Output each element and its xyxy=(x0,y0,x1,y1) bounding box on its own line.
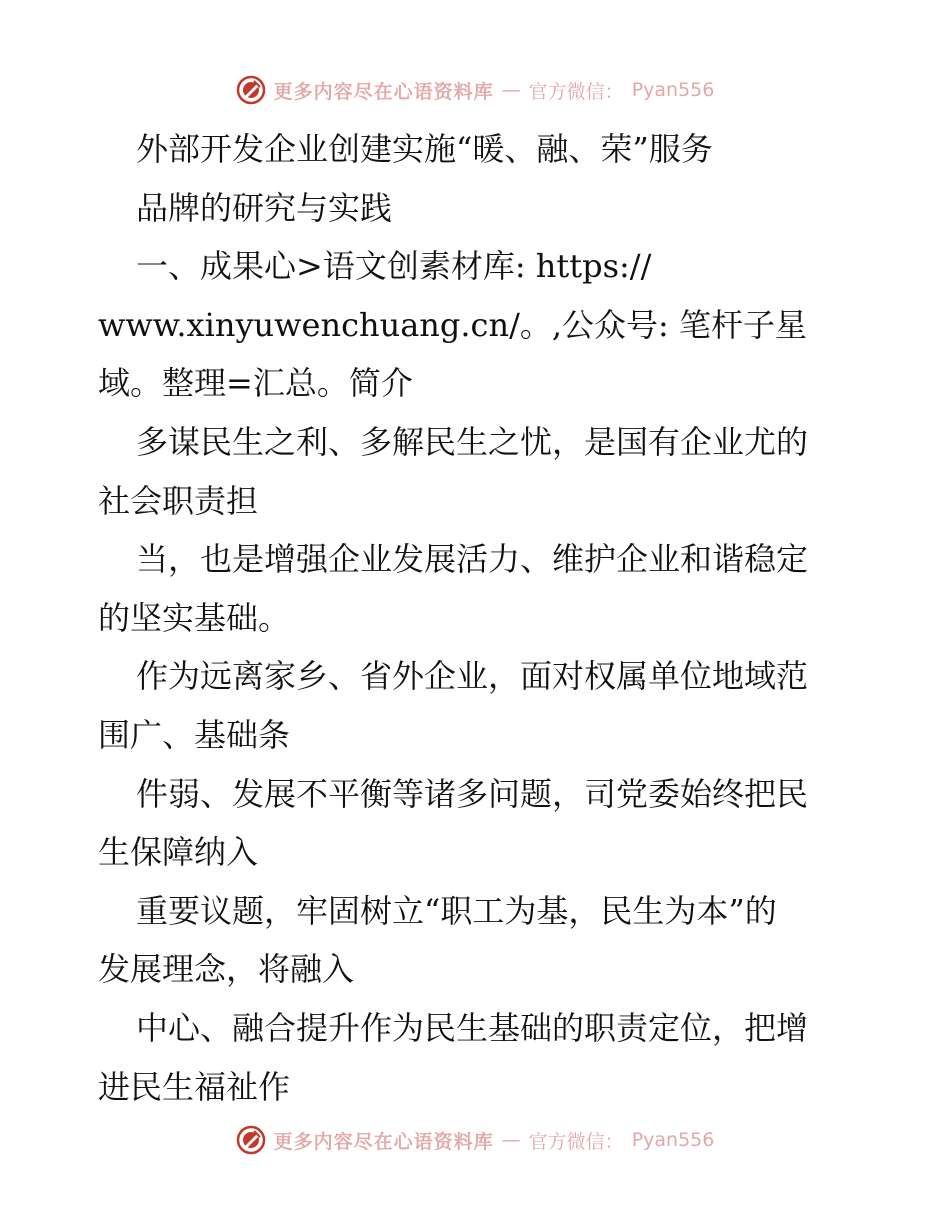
text-line: 件弱、发展不平衡等诸多问题，司党委始终把民 xyxy=(136,774,809,813)
pen-nib-seal-icon xyxy=(236,75,266,105)
text-line: 的坚实基础。 xyxy=(98,598,291,637)
text-line: 当，也是增强企业发展活力、维护企业和谐稳定 xyxy=(136,540,809,579)
text-line: www.xinyuwenchuang.cn/。,公众号: 笔杆子星 xyxy=(98,305,807,344)
document-body xyxy=(98,120,858,1116)
banner-separator: — xyxy=(501,1129,521,1151)
footer-banner xyxy=(0,1120,950,1160)
banner-wechat-label: 官方微信： xyxy=(528,1130,624,1153)
header-banner xyxy=(0,70,950,110)
banner-wechat-label: 官方微信： xyxy=(528,80,624,103)
text-line: 进民生福祉作 xyxy=(98,1067,291,1106)
text-line: 社会职责担 xyxy=(98,481,259,520)
text-line: 作为远离家乡、省外企业，面对权属单位地域范 xyxy=(136,657,809,696)
text-line: 域。整理=汇总。简介 xyxy=(98,364,413,403)
banner-main-text: 更多内容尽在心语资料库 xyxy=(273,1130,494,1153)
text-line: 一、成果心>语文创素材库: https:// xyxy=(136,247,652,286)
text-line: 重要议题，牢固树立“职工为基，民生为本”的 xyxy=(136,891,777,930)
text-line: 围广、基础条 xyxy=(98,715,291,754)
title-line-1: 外部开发企业创建实施“暖、融、荣”服务 xyxy=(136,130,713,168)
banner-wechat-id: Pyan556 xyxy=(631,1129,715,1151)
text-line: 中心、融合提升作为民生基础的职责定位，把增 xyxy=(136,1008,809,1047)
text-line: 发展理念，将融入 xyxy=(98,950,355,989)
banner-main-text: 更多内容尽在心语资料库 xyxy=(273,80,494,103)
text-line: 多谋民生之利、多解民生之忧，是国有企业尤的 xyxy=(136,422,809,461)
text-line: 生保障纳入 xyxy=(98,833,259,872)
pen-nib-seal-icon xyxy=(236,1125,266,1155)
title-line-2: 品牌的研究与实践 xyxy=(136,188,393,227)
banner-wechat-id: Pyan556 xyxy=(631,79,715,101)
banner-separator: — xyxy=(501,79,521,101)
